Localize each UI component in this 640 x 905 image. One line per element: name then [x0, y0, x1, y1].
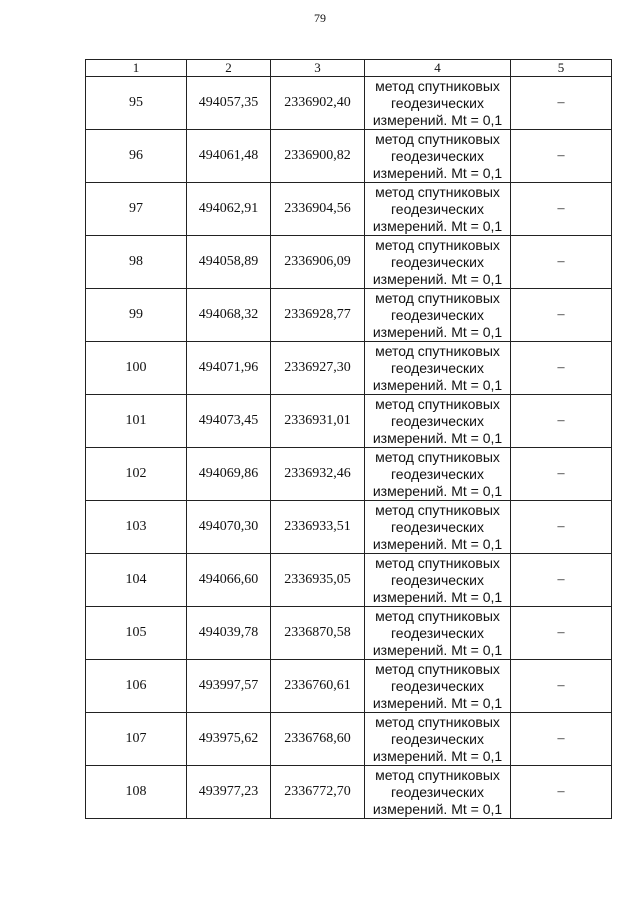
coordinate-y-cell: 2336928,77 — [271, 289, 365, 342]
method-line: измерений. Mt = 0,1 — [372, 535, 503, 552]
method-line: измерений. Mt = 0,1 — [372, 164, 503, 181]
point-number-cell: 102 — [86, 448, 187, 501]
note-cell: – — [511, 660, 612, 713]
point-number-cell: 96 — [86, 130, 187, 183]
note-cell: – — [511, 766, 612, 819]
note-cell: – — [511, 130, 612, 183]
table-row — [86, 395, 612, 448]
method-line: метод спутниковых — [375, 448, 500, 465]
page-number: 79 — [314, 11, 326, 25]
point-number-cell: 104 — [86, 554, 187, 607]
method-line: геодезических — [391, 147, 484, 164]
method-cell — [365, 289, 511, 342]
table-row — [86, 713, 612, 766]
method-cell — [365, 448, 511, 501]
point-number-cell: 107 — [86, 713, 187, 766]
point-number-cell: 106 — [86, 660, 187, 713]
method-line: геодезических — [391, 624, 484, 641]
method-line: геодезических — [391, 306, 484, 323]
method-line: измерений. Mt = 0,1 — [372, 429, 503, 446]
coordinate-y-cell: 2336902,40 — [271, 77, 365, 130]
method-line: измерений. Mt = 0,1 — [372, 800, 503, 817]
method-cell — [365, 713, 511, 766]
method-cell — [365, 766, 511, 819]
coordinate-x-cell: 493975,62 — [187, 713, 271, 766]
point-number-cell: 98 — [86, 236, 187, 289]
method-cell — [365, 395, 511, 448]
table-row — [86, 554, 612, 607]
coordinates-table — [85, 59, 612, 819]
method-line: метод спутниковых — [375, 130, 500, 147]
method-line: метод спутниковых — [375, 713, 500, 730]
method-line: геодезических — [391, 783, 484, 800]
method-line: геодезических — [391, 730, 484, 747]
coordinate-x-cell: 494066,60 — [187, 554, 271, 607]
coordinate-x-cell: 494068,32 — [187, 289, 271, 342]
method-cell — [365, 130, 511, 183]
method-line: геодезических — [391, 465, 484, 482]
coordinate-x-cell: 494062,91 — [187, 183, 271, 236]
coordinate-x-cell: 494061,48 — [187, 130, 271, 183]
method-line: измерений. Mt = 0,1 — [372, 747, 503, 764]
method-line: измерений. Mt = 0,1 — [372, 217, 503, 234]
coordinate-y-cell: 2336933,51 — [271, 501, 365, 554]
method-line: метод спутниковых — [375, 554, 500, 571]
method-line: геодезических — [391, 571, 484, 588]
method-line: геодезических — [391, 253, 484, 270]
coordinate-x-cell: 493997,57 — [187, 660, 271, 713]
coordinate-y-cell: 2336931,01 — [271, 395, 365, 448]
table-row — [86, 183, 612, 236]
method-line: геодезических — [391, 518, 484, 535]
column-header: 2 — [187, 60, 271, 77]
method-line: метод спутниковых — [375, 660, 500, 677]
column-header: 5 — [511, 60, 612, 77]
coordinate-x-cell: 494071,96 — [187, 342, 271, 395]
point-number-cell: 103 — [86, 501, 187, 554]
method-cell — [365, 554, 511, 607]
note-cell: – — [511, 607, 612, 660]
table-row — [86, 501, 612, 554]
method-line: геодезических — [391, 677, 484, 694]
method-cell — [365, 236, 511, 289]
point-number-cell: 108 — [86, 766, 187, 819]
table-body — [86, 77, 612, 819]
table-row — [86, 77, 612, 130]
note-cell: – — [511, 501, 612, 554]
coordinate-y-cell: 2336760,61 — [271, 660, 365, 713]
coordinate-x-cell: 494073,45 — [187, 395, 271, 448]
note-cell: – — [511, 77, 612, 130]
method-cell — [365, 501, 511, 554]
method-line: геодезических — [391, 359, 484, 376]
coordinate-x-cell: 494057,35 — [187, 77, 271, 130]
method-line: измерений. Mt = 0,1 — [372, 270, 503, 287]
method-line: измерений. Mt = 0,1 — [372, 694, 503, 711]
method-line: измерений. Mt = 0,1 — [372, 376, 503, 393]
table-row — [86, 766, 612, 819]
method-cell — [365, 183, 511, 236]
note-cell: – — [511, 448, 612, 501]
coordinate-x-cell: 493977,23 — [187, 766, 271, 819]
method-line: измерений. Mt = 0,1 — [372, 323, 503, 340]
coordinate-y-cell: 2336768,60 — [271, 713, 365, 766]
coordinate-y-cell: 2336904,56 — [271, 183, 365, 236]
coordinate-x-cell: 494039,78 — [187, 607, 271, 660]
table-row — [86, 289, 612, 342]
method-line: метод спутниковых — [375, 183, 500, 200]
table-row — [86, 607, 612, 660]
note-cell: – — [511, 342, 612, 395]
coordinate-y-cell: 2336906,09 — [271, 236, 365, 289]
point-number-cell: 97 — [86, 183, 187, 236]
table-row — [86, 448, 612, 501]
coordinate-y-cell: 2336927,30 — [271, 342, 365, 395]
table-row — [86, 236, 612, 289]
point-number-cell: 101 — [86, 395, 187, 448]
point-number-cell: 105 — [86, 607, 187, 660]
note-cell: – — [511, 183, 612, 236]
method-line: метод спутниковых — [375, 342, 500, 359]
note-cell: – — [511, 395, 612, 448]
coordinate-x-cell: 494070,30 — [187, 501, 271, 554]
method-line: измерений. Mt = 0,1 — [372, 588, 503, 605]
method-cell — [365, 342, 511, 395]
method-cell — [365, 77, 511, 130]
method-line: геодезических — [391, 94, 484, 111]
point-number-cell: 95 — [86, 77, 187, 130]
point-number-cell: 100 — [86, 342, 187, 395]
coordinate-x-cell: 494058,89 — [187, 236, 271, 289]
coordinate-y-cell: 2336870,58 — [271, 607, 365, 660]
method-line: метод спутниковых — [375, 395, 500, 412]
method-cell — [365, 607, 511, 660]
coordinate-y-cell: 2336935,05 — [271, 554, 365, 607]
method-line: измерений. Mt = 0,1 — [372, 111, 503, 128]
column-header: 4 — [365, 60, 511, 77]
method-line: метод спутниковых — [375, 289, 500, 306]
method-line: геодезических — [391, 200, 484, 217]
note-cell: – — [511, 236, 612, 289]
method-line: метод спутниковых — [375, 607, 500, 624]
table-row — [86, 660, 612, 713]
column-header: 1 — [86, 60, 187, 77]
coordinate-y-cell: 2336772,70 — [271, 766, 365, 819]
method-cell — [365, 660, 511, 713]
table-header-row — [86, 60, 612, 77]
note-cell: – — [511, 554, 612, 607]
method-line: измерений. Mt = 0,1 — [372, 641, 503, 658]
coordinate-y-cell: 2336900,82 — [271, 130, 365, 183]
method-line: метод спутниковых — [375, 501, 500, 518]
method-line: метод спутниковых — [375, 766, 500, 783]
point-number-cell: 99 — [86, 289, 187, 342]
column-header: 3 — [271, 60, 365, 77]
note-cell: – — [511, 713, 612, 766]
coordinate-x-cell: 494069,86 — [187, 448, 271, 501]
note-cell: – — [511, 289, 612, 342]
table-row — [86, 342, 612, 395]
method-line: метод спутниковых — [375, 236, 500, 253]
coordinate-y-cell: 2336932,46 — [271, 448, 365, 501]
table-row — [86, 130, 612, 183]
method-line: метод спутниковых — [375, 77, 500, 94]
method-line: измерений. Mt = 0,1 — [372, 482, 503, 499]
method-line: геодезических — [391, 412, 484, 429]
